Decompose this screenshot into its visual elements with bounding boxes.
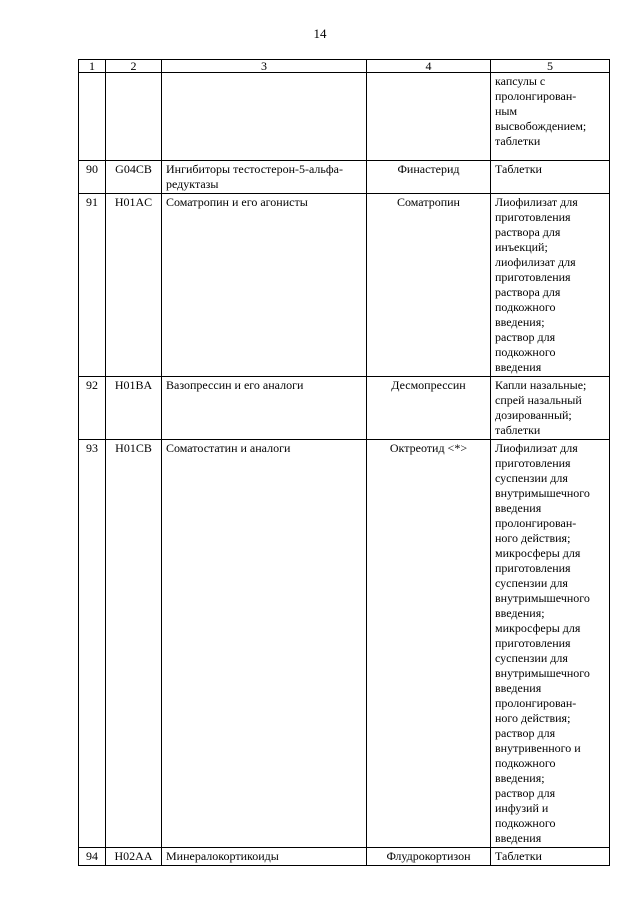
table-row <box>79 848 610 866</box>
column-number: 2 <box>106 60 162 73</box>
code-cell: G04CB <box>106 161 162 194</box>
drug-cell <box>367 73 491 161</box>
column-number: 4 <box>367 60 491 73</box>
table-row <box>79 440 610 848</box>
group-cell: Вазопрессин и его аналоги <box>162 377 367 440</box>
code-cell: H01BA <box>106 377 162 440</box>
form-cell: капсулы с пролонгирован- ным высвобождением; таблетки <box>491 73 610 161</box>
group-cell: Минералокортикоиды <box>162 848 367 866</box>
num-cell: 92 <box>79 377 106 440</box>
group-cell: Ингибиторы тестостерон-5-альфа- редуктазы <box>162 161 367 194</box>
table-row <box>79 377 610 440</box>
column-number: 5 <box>491 60 610 73</box>
form-cell: Таблетки <box>491 848 610 866</box>
group-cell <box>162 73 367 161</box>
table-row <box>79 194 610 377</box>
column-number-row <box>79 60 610 73</box>
drug-cell: Флудрокортизон <box>367 848 491 866</box>
drug-cell: Финастерид <box>367 161 491 194</box>
code-cell: H01AC <box>106 194 162 377</box>
code-cell <box>106 73 162 161</box>
num-cell: 93 <box>79 440 106 848</box>
form-cell: Лиофилизат для приготовления суспензии для внутримышечного введения пролонгирован- ного действия; микросферы для приготовления суспензии для внутримышечного введения; микросферы для приготовления суспензии для внутримышечного введения пролонгирован- ного действия; раствор для внутривенного и подкожного введения; раствор для инфузий и подкожного введения <box>491 440 610 848</box>
drug-cell: Десмопрессин <box>367 377 491 440</box>
table-row <box>79 161 610 194</box>
column-number: 1 <box>79 60 106 73</box>
table-row-continuation <box>79 73 610 161</box>
num-cell: 94 <box>79 848 106 866</box>
group-cell: Соматостатин и аналоги <box>162 440 367 848</box>
num-cell <box>79 73 106 161</box>
drug-table <box>78 59 610 866</box>
group-cell: Соматропин и его агонисты <box>162 194 367 377</box>
form-cell: Капли назальные; спрей назальный дозированный; таблетки <box>491 377 610 440</box>
drug-cell: Соматропин <box>367 194 491 377</box>
form-cell: Лиофилизат для приготовления раствора для инъекций; лиофилизат для приготовления раствора для подкожного введения; раствор для подкожного введения <box>491 194 610 377</box>
page-number: 14 <box>313 26 327 41</box>
num-cell: 91 <box>79 194 106 377</box>
code-cell: H02AA <box>106 848 162 866</box>
code-cell: H01CB <box>106 440 162 848</box>
form-cell: Таблетки <box>491 161 610 194</box>
drug-cell: Октреотид <*> <box>367 440 491 848</box>
num-cell: 90 <box>79 161 106 194</box>
column-number: 3 <box>162 60 367 73</box>
